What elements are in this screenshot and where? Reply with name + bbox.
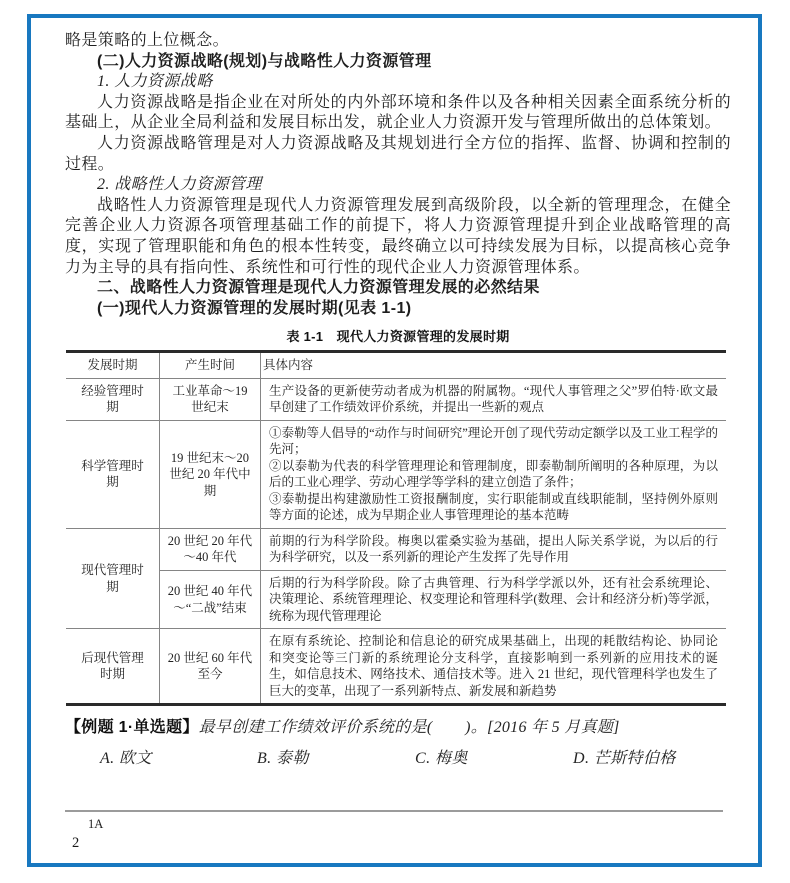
option-d: D. 芒斯特伯格: [573, 750, 676, 768]
sub2-heading: 2. 战略性人力资源管理: [97, 176, 262, 194]
time-cell: 20 世纪 20 年代～40 年代: [160, 528, 261, 570]
content-cell: [261, 629, 727, 705]
content-cell: [261, 420, 727, 528]
content-cell: [261, 378, 727, 420]
answer-options: [65, 745, 731, 767]
period-cell: 科学管理时期: [66, 420, 160, 528]
col-header-content: 具体内容: [261, 352, 727, 379]
example-question: [65, 717, 731, 738]
period-cell: 后现代管理时期: [66, 629, 160, 705]
time-cell: 19 世纪末～20 世纪 20 年代中期: [160, 420, 261, 528]
content-line: 后期的行为科学阶段。除了古典管理、行为科学学派以外，还有社会系统理论、决策理论、系统管理理论、权变理论和管理科学(数理、会计和经济分析)等学派，统称为现代管理理论: [269, 575, 718, 623]
section2-heading: (二)人力资源战略(规划)与战略性人力资源管理: [97, 52, 432, 70]
col-header-period: 发展时期: [66, 352, 160, 379]
table-row-modern-late: [66, 570, 726, 629]
paragraph-hr-strategy: 人力资源战略是指企业在对所处的内外部环境和条件以及各种相关因素全面系统分析的基础上，从企业全局利益和发展目标出发，就企业人力资源开发与管理所做出的总体策划。: [65, 93, 731, 132]
table-row-postmodern: [66, 629, 726, 705]
footnote-answer: 1A: [88, 817, 104, 831]
content-line: 生产设备的更新使劳动者成为机器的附属物。“现代人事管理之父”罗伯特·欧文最早创建了工作绩效评价系统，并提出一些新的观点: [269, 383, 718, 415]
content-line: 前期的行为科学阶段。梅奥以霍桑实验为基础，提出人际关系学说，为以后的行为科学研究，以及一系列新的理论产生发挥了先导作用: [269, 533, 718, 565]
table-header-row: [66, 352, 726, 379]
option-b: B. 泰勒: [257, 750, 309, 768]
content-line: ③泰勒提出构建激励性工资报酬制度，实行职能制或直线职能制，坚持例外原则等方面的论述，成为早期企业人事管理理论的基本范畴: [269, 491, 718, 523]
page-content: [31, 18, 758, 863]
period-cell: 现代管理时期: [66, 528, 160, 629]
table-row-scientific: [66, 420, 726, 528]
option-a: A. 欧文: [100, 750, 152, 768]
section1-heading: (一)现代人力资源管理的发展时期(见表 1-1): [97, 299, 412, 317]
col-header-time: 产生时间: [160, 352, 261, 379]
content-line: ②以泰勒为代表的科学管理理论和管理制度，即泰勒制所阐明的各种原理，为以后的工业心理学、劳动心理学等学科的建立创造了条件；: [269, 458, 718, 490]
paragraph-hr-strategy-mgmt: 人力资源战略管理是对人力资源战略及其规划进行全方位的指挥、监督、协调和控制的过程。: [65, 134, 731, 173]
period-cell: 经验管理时期: [66, 378, 160, 420]
time-cell: 工业革命～19 世纪末: [160, 378, 261, 420]
table-row-modern-early: [66, 528, 726, 570]
development-periods-table: [66, 350, 726, 706]
table-title: 表 1-1 现代人力资源管理的发展时期: [286, 329, 510, 345]
paragraph-strategic-hrm: 战略性人力资源管理是现代人力资源管理发展到高级阶段，以全新的管理理念，在健全完善企业人力资源各项管理基础工作的前提下，将人力资源管理提升到企业战略管理的高度，实现了管理职能和角色的根本性转变，最终确立以可持续发展为目标，以提高核心竞争力为主导的具有指向性、系统性和可行性的现代企业人力资源管理体系。: [65, 196, 731, 276]
sub1-heading: 1. 人力资源战略: [97, 73, 213, 91]
page-border-frame: [27, 14, 762, 867]
table-row-experience: [66, 378, 726, 420]
content-cell: [261, 570, 727, 629]
content-line: ①泰勒等人倡导的“动作与时间研究”理论开创了现代劳动定额学以及工业工程学的先河；: [269, 425, 718, 457]
time-cell: 20 世纪 40 年代～“二战”结束: [160, 570, 261, 629]
example-question-text: 最早创建工作绩效评价系统的是( )。[2016 年 5 月真题]: [198, 719, 620, 737]
major-heading: 二、战略性人力资源管理是现代人力资源管理发展的必然结果: [97, 279, 540, 297]
page-number: 2: [72, 835, 80, 851]
option-c: C. 梅奥: [415, 750, 468, 768]
content-cell: [261, 528, 727, 570]
footnote-divider: [65, 810, 723, 812]
content-line: 在原有系统论、控制论和信息论的研究成果基础上，出现的耗散结构论、协同论和突变论等三门新的系统理论分支科学，直接影响到一系列新的应用技术的诞生，如信息技术、网络技术、通信技术等。进入 21 世纪，现代管理科学也发生了巨大的变革，出现了一系列新特点、新发展和新趋势: [269, 634, 718, 698]
example-label: 【例题 1·单选题】: [65, 719, 199, 737]
time-cell: 20 世纪 60 年代至今: [160, 629, 261, 705]
continuation-line: 略是策略的上位概念。: [65, 32, 230, 49]
